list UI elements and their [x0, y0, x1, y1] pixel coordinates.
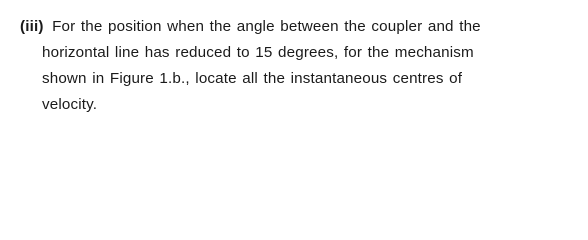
question-text-line-3: shown in Figure 1.b., locate all the instantaneous centres of [42, 70, 463, 87]
question-text-line-2: horizontal line has reduced to 15 degrees, for the mechanism [42, 44, 474, 61]
question-text-line-4: velocity. [42, 96, 98, 113]
question-block [20, 14, 562, 118]
question-text-line-1: For the position when the angle between the coupler and the [52, 18, 481, 35]
question-line-1 [20, 14, 562, 40]
question-label: (iii) [20, 18, 44, 35]
